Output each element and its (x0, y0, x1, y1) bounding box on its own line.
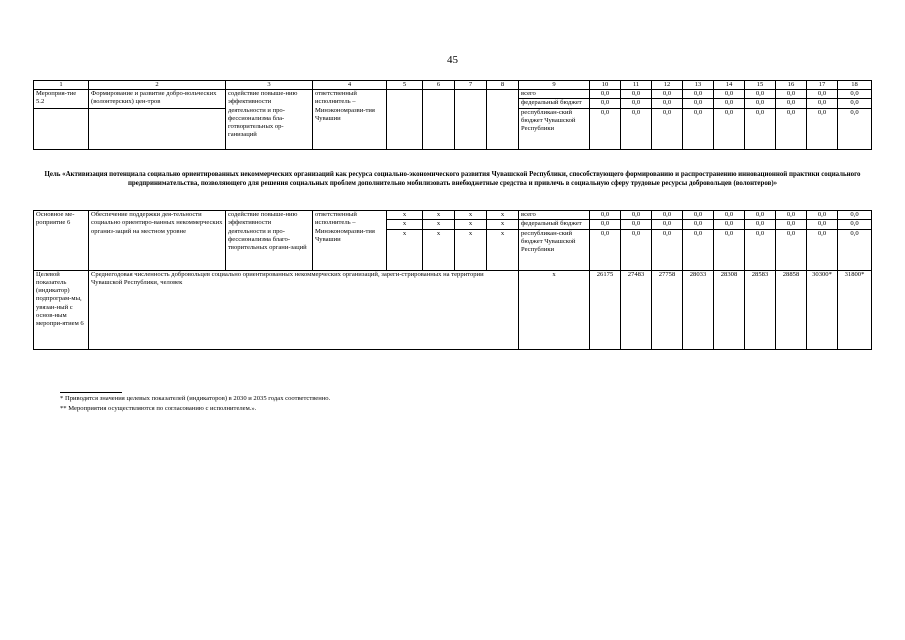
indicator-row (34, 270, 872, 349)
code-cell: x (487, 229, 519, 270)
executor: ответственный исполнитель – Минэкономразви-тия Чувашии (313, 90, 387, 150)
code-cell: x (487, 220, 519, 229)
value-cell: 0,0 (745, 99, 776, 108)
goal-link: содействие повыше-нию эффективности деятельности и про-фессионализма благо-творительных органи-заций (226, 211, 313, 271)
value-cell: 0,0 (838, 99, 872, 108)
funding-source: республикан-ский бюджет Чувашской Республики (519, 108, 590, 149)
value-cell: 0,0 (714, 220, 745, 229)
value-cell: 0,0 (807, 99, 838, 108)
column-header: 4 (313, 81, 387, 90)
indicator-mark: x (519, 270, 590, 349)
event-name: Обеспечение поддержки дея-тельности социально ориентиро-ванных некоммерческих организ-заций на местном уровне (89, 211, 226, 271)
value-cell: 0,0 (683, 108, 714, 149)
column-header: 15 (745, 81, 776, 90)
value-cell: 0,0 (652, 211, 683, 220)
value-cell: 0,0 (621, 220, 652, 229)
column-header-row (34, 81, 872, 90)
code-cell: x (423, 229, 455, 270)
column-header: 14 (714, 81, 745, 90)
value-cell: 0,0 (621, 90, 652, 99)
executor: ответственный исполнитель – Минэкономразви-тия Чувашии (313, 211, 387, 271)
column-header: 17 (807, 81, 838, 90)
value-cell: 0,0 (714, 229, 745, 270)
code-cell: x (487, 211, 519, 220)
code-cell: x (387, 211, 423, 220)
value-cell: 0,0 (590, 108, 621, 149)
value-cell: 0,0 (838, 229, 872, 270)
code-cell: x (423, 220, 455, 229)
column-header: 11 (621, 81, 652, 90)
value-cell: 0,0 (714, 211, 745, 220)
value-cell: 0,0 (590, 229, 621, 270)
code-cell: x (387, 229, 423, 270)
value-cell: 0,0 (621, 108, 652, 149)
indicator-value: 26175 (590, 270, 621, 349)
value-cell: 0,0 (590, 211, 621, 220)
column-header: 13 (683, 81, 714, 90)
code-cell: x (455, 211, 487, 220)
value-cell: 0,0 (745, 229, 776, 270)
value-cell: 0,0 (652, 90, 683, 99)
page-number: 45 (447, 54, 458, 66)
column-header: 1 (34, 81, 89, 90)
indicator-value: 28308 (714, 270, 745, 349)
table-row (34, 90, 872, 99)
value-cell: 0,0 (776, 108, 807, 149)
table-event-6 (33, 210, 872, 350)
indicator-text: Среднегодовая численность добровольцев социально ориентированных некоммерческих организаций, зареги-стрированных на территории Чувашской Республики, человек (89, 270, 519, 349)
column-header: 12 (652, 81, 683, 90)
value-cell: 0,0 (683, 211, 714, 220)
value-cell: 0,0 (683, 90, 714, 99)
indicator-value: 27758 (652, 270, 683, 349)
value-cell: 0,0 (683, 99, 714, 108)
value-cell: 0,0 (652, 229, 683, 270)
funding-source: всего (519, 90, 590, 99)
value-cell: 0,0 (838, 108, 872, 149)
value-cell: 0,0 (745, 90, 776, 99)
event-label: Основное ме-роприятие 6 (34, 211, 89, 271)
indicator-label: Целевой показатель (индикатор) подпрограм-мы, увязан-ный с основ-ным меропри-ятием 6 (34, 270, 89, 349)
value-cell: 0,0 (714, 108, 745, 149)
value-cell: 0,0 (714, 90, 745, 99)
empty-cell (89, 108, 226, 149)
funding-source: республикан-ский бюджет Чувашской Республики (519, 229, 590, 270)
value-cell: 0,0 (621, 229, 652, 270)
value-cell: 0,0 (776, 220, 807, 229)
funding-source: федеральный бюджет (519, 99, 590, 108)
code-cell (487, 90, 519, 150)
column-header: 2 (89, 81, 226, 90)
column-header: 3 (226, 81, 313, 90)
value-cell: 0,0 (590, 90, 621, 99)
code-cell: x (387, 220, 423, 229)
code-cell: x (455, 229, 487, 270)
column-header: 10 (590, 81, 621, 90)
value-cell: 0,0 (745, 108, 776, 149)
value-cell: 0,0 (776, 90, 807, 99)
column-header: 8 (487, 81, 519, 90)
indicator-value: 28033 (683, 270, 714, 349)
column-header: 6 (423, 81, 455, 90)
column-header: 9 (519, 81, 590, 90)
value-cell: 0,0 (838, 211, 872, 220)
value-cell: 0,0 (838, 90, 872, 99)
footnote-divider (60, 392, 122, 393)
footnote: ** Мероприятия осуществляются по согласованию с исполнителем.». (60, 405, 257, 412)
code-cell (423, 90, 455, 150)
goal-link: содействие повыше-нию эффективности деятельности и про-фессионализма бла-готворительных ор-ганизаций (226, 90, 313, 150)
column-header: 16 (776, 81, 807, 90)
event-name: Формирование и развитие добро-вольческих (волонтерских) цен-тров (89, 90, 226, 109)
event-label: Мероприя-тие 5.2 (34, 90, 89, 109)
funding-source: всего (519, 211, 590, 220)
footnote: * Приводятся значения целевых показателей (индикаторов) в 2030 и 2035 годах соответственно. (60, 395, 331, 402)
code-cell (455, 90, 487, 150)
value-cell: 0,0 (621, 211, 652, 220)
value-cell: 0,0 (652, 108, 683, 149)
column-header: 7 (455, 81, 487, 90)
value-cell: 0,0 (776, 99, 807, 108)
value-cell: 0,0 (745, 211, 776, 220)
value-cell: 0,0 (807, 90, 838, 99)
value-cell: 0,0 (590, 220, 621, 229)
value-cell: 0,0 (714, 99, 745, 108)
value-cell: 0,0 (838, 220, 872, 229)
empty-cell (34, 108, 89, 149)
indicator-value: 28858 (776, 270, 807, 349)
column-header: 18 (838, 81, 872, 90)
value-cell: 0,0 (807, 220, 838, 229)
indicator-value: 30300* (807, 270, 838, 349)
indicator-value: 28583 (745, 270, 776, 349)
value-cell: 0,0 (807, 229, 838, 270)
funding-source: федеральный бюджет (519, 220, 590, 229)
value-cell: 0,0 (776, 229, 807, 270)
value-cell: 0,0 (776, 211, 807, 220)
indicator-value: 31800* (838, 270, 872, 349)
value-cell: 0,0 (807, 211, 838, 220)
indicator-value: 27483 (621, 270, 652, 349)
code-cell: x (423, 211, 455, 220)
code-cell (387, 90, 423, 150)
column-header: 5 (387, 81, 423, 90)
code-cell: x (455, 220, 487, 229)
goal-heading: Цель «Активизация потенциала социально ориентированных некоммерческих организаций как ресурса социально-экономического развития Чувашской Республики, способствующего формированию и распространению инновационной практики социального предпринимательства, позволяющего для решения социальных проблем дополнительно мобилизовать внебюджетные средства и привлечь в социальную сферу трудовые ресурсы добровольцев (волонтеров)» (44, 171, 861, 187)
value-cell: 0,0 (807, 108, 838, 149)
value-cell: 0,0 (590, 99, 621, 108)
value-cell: 0,0 (652, 220, 683, 229)
table-row (34, 211, 872, 220)
value-cell: 0,0 (683, 220, 714, 229)
table-event-5-2 (33, 80, 872, 150)
value-cell: 0,0 (683, 229, 714, 270)
value-cell: 0,0 (652, 99, 683, 108)
value-cell: 0,0 (621, 99, 652, 108)
value-cell: 0,0 (745, 220, 776, 229)
